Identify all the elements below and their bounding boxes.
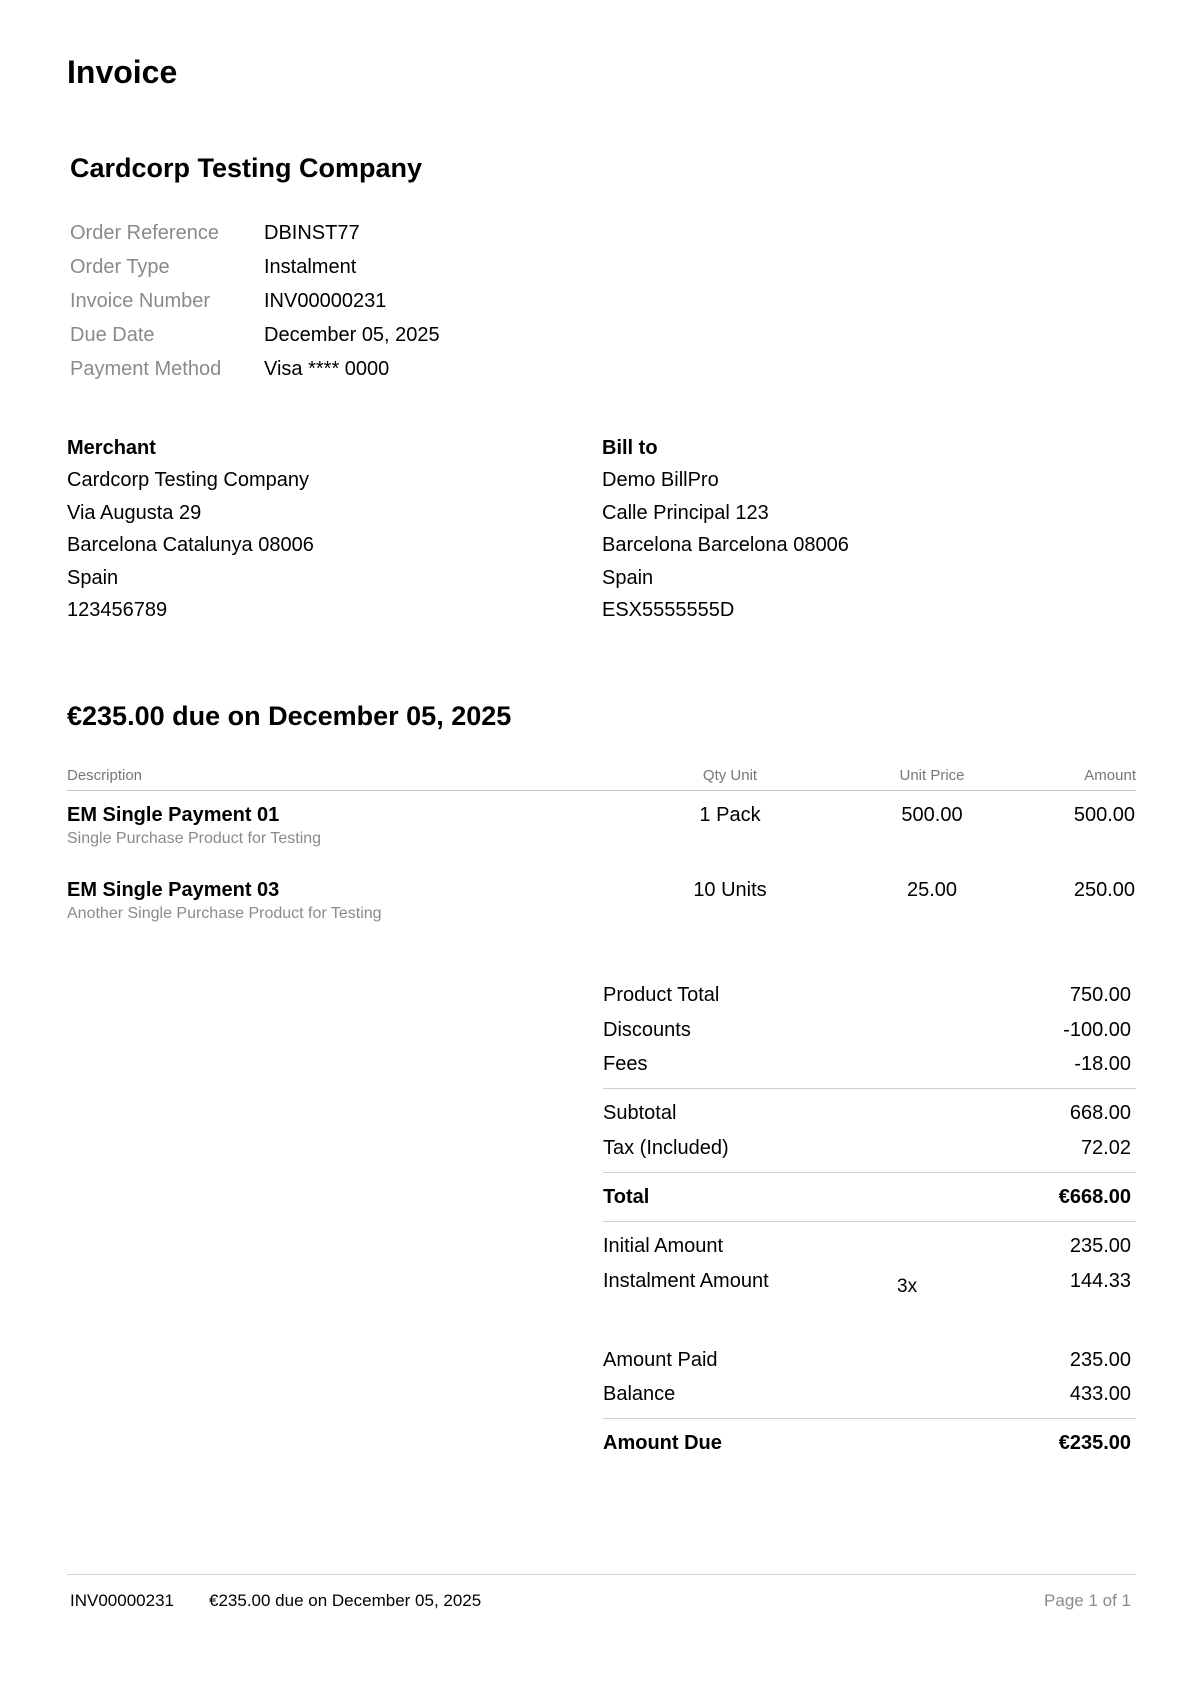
order-reference-value: DBINST77 <box>264 222 360 244</box>
amount-paid-value: 235.00 <box>1069 1349 1131 1371</box>
order-type-value: Instalment <box>264 256 357 278</box>
amount-due-value: €235.00 <box>1058 1432 1131 1454</box>
summary-divider <box>603 1418 1136 1419</box>
bill-to-heading: Bill to <box>602 437 658 459</box>
footer-page-number: Page 1 of 1 <box>1044 1591 1131 1610</box>
footer-due-text: €235.00 due on December 05, 2025 <box>209 1591 482 1610</box>
table-header-divider <box>67 790 1136 791</box>
discounts-label: Discounts <box>603 1019 691 1041</box>
order-reference-label: Order Reference <box>70 222 219 244</box>
subtotal-value: 668.00 <box>1069 1102 1131 1124</box>
due-date-row <box>70 318 570 352</box>
footer-divider <box>67 1574 1136 1575</box>
amount-due-label: Amount Due <box>603 1432 722 1454</box>
initial-amount-value: 235.00 <box>1069 1235 1131 1257</box>
total-label: Total <box>603 1186 650 1208</box>
amount-paid-label: Amount Paid <box>603 1349 718 1371</box>
col-header-amount: Amount <box>1084 767 1136 784</box>
summary-divider <box>603 1088 1136 1089</box>
table-row <box>67 877 382 925</box>
merchant-heading: Merchant <box>67 437 156 459</box>
item-description: Single Purchase Product for Testing <box>67 830 322 847</box>
order-reference-row <box>70 216 570 250</box>
total-value: €668.00 <box>1058 1186 1131 1208</box>
item-amount: 250.00 <box>1073 879 1135 901</box>
due-date-label: Due Date <box>70 324 155 346</box>
payment-method-value: Visa **** 0000 <box>264 358 390 380</box>
bill-to-block <box>602 432 849 626</box>
instalment-multiplier: 3x <box>897 1276 918 1297</box>
invoice-number-value: INV00000231 <box>264 290 387 312</box>
balance-label: Balance <box>603 1383 676 1405</box>
merchant-line: Via Augusta 29 <box>67 501 202 524</box>
bill-to-line: Barcelona Barcelona 08006 <box>602 534 849 557</box>
bill-to-line: Calle Principal 123 <box>602 501 769 524</box>
bill-to-line: Demo BillPro <box>602 469 719 492</box>
summary-discounts <box>603 1013 1131 1047</box>
col-header-qty-unit-text: Qty Unit <box>702 767 758 784</box>
balance-value: 433.00 <box>1069 1383 1131 1405</box>
footer-invoice-number: INV00000231 <box>70 1591 174 1610</box>
item-name: EM Single Payment 01 <box>67 804 280 826</box>
tax-label: Tax (Included) <box>603 1137 729 1159</box>
summary-instalment-amount <box>603 1264 1131 1298</box>
summary-amount-due <box>603 1426 1131 1460</box>
summary-tax <box>603 1131 1131 1165</box>
summary-balance <box>603 1377 1131 1411</box>
instalment-amount-value: 144.33 <box>1069 1270 1131 1292</box>
item-description: Another Single Purchase Product for Testing <box>67 905 382 922</box>
summary-total <box>603 1180 1131 1214</box>
invoice-number-label: Invoice Number <box>70 290 211 312</box>
amount-due-heading: €235.00 due on December 05, 2025 <box>67 701 512 731</box>
invoice-number-row <box>70 284 570 318</box>
tax-value: 72.02 <box>1080 1137 1131 1159</box>
product-total-label: Product Total <box>603 984 720 1006</box>
col-header-description: Description <box>67 767 143 784</box>
table-row <box>67 802 321 850</box>
item-unit-price-text: 500.00 <box>901 804 963 826</box>
item-amount: 500.00 <box>1073 804 1135 826</box>
item-qty-unit-text: 1 Pack <box>699 804 761 826</box>
merchant-line: Spain <box>67 566 119 589</box>
summary-product-total <box>603 978 1131 1012</box>
summary-divider <box>603 1172 1136 1173</box>
merchant-line: Barcelona Catalunya 08006 <box>67 534 314 557</box>
discounts-value: -100.00 <box>1063 1019 1131 1041</box>
summary-fees <box>603 1047 1131 1081</box>
fees-label: Fees <box>603 1053 648 1075</box>
merchant-line: Cardcorp Testing Company <box>67 469 309 492</box>
summary-initial-amount <box>603 1229 1131 1263</box>
bill-to-line: ESX5555555D <box>602 598 735 621</box>
company-name: Cardcorp Testing Company <box>70 153 423 183</box>
instalment-amount-label: Instalment Amount <box>603 1270 769 1292</box>
bill-to-line: Spain <box>602 566 654 589</box>
item-name: EM Single Payment 03 <box>67 879 280 901</box>
merchant-block <box>67 432 314 626</box>
fees-value: -18.00 <box>1074 1053 1131 1075</box>
item-unit-price-text: 25.00 <box>906 879 958 901</box>
item-qty-unit-text: 10 Units <box>693 879 767 901</box>
initial-amount-label: Initial Amount <box>603 1235 724 1257</box>
payment-method-row <box>70 352 570 386</box>
merchant-line: 123456789 <box>67 598 168 621</box>
product-total-value: 750.00 <box>1069 984 1131 1006</box>
summary-amount-paid <box>603 1343 1131 1377</box>
col-header-unit-price-text: Unit Price <box>899 767 965 784</box>
payment-method-label: Payment Method <box>70 358 222 380</box>
summary-subtotal <box>603 1096 1131 1130</box>
order-type-row <box>70 250 570 284</box>
due-date-value: December 05, 2025 <box>264 324 440 346</box>
order-type-label: Order Type <box>70 256 170 278</box>
summary-divider <box>603 1221 1136 1222</box>
document-title: Invoice <box>67 54 178 90</box>
subtotal-label: Subtotal <box>603 1102 677 1124</box>
